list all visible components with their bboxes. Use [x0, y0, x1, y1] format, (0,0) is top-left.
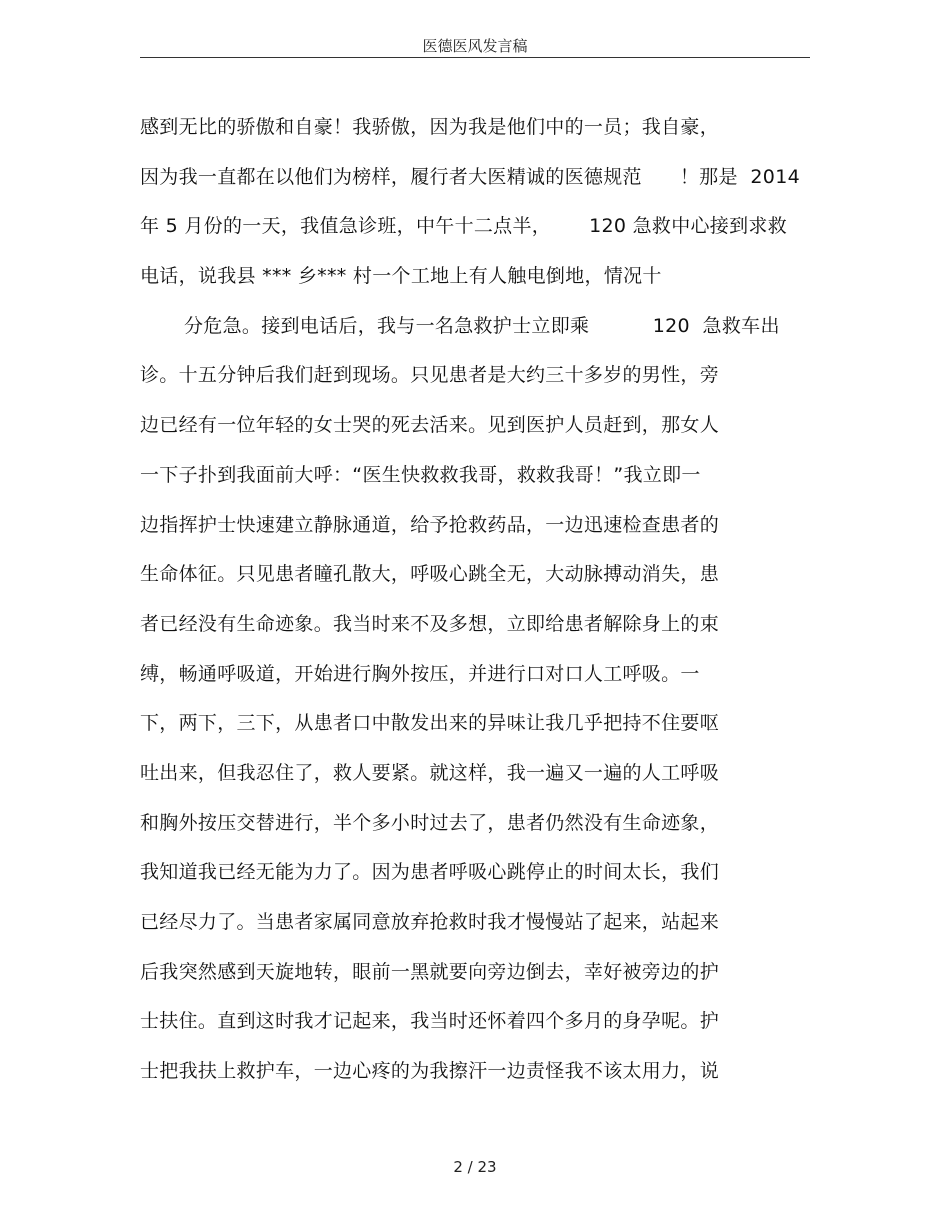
header-rule: [140, 57, 810, 58]
document-header-title: 医德医风发言稿: [422, 37, 528, 55]
text-line: 吐出来，但我忍住了，救人要紧。就这样，我一遍又一遍的人工呼吸: [140, 761, 720, 784]
text-line: 感到无比的骄傲和自豪！我骄傲，因为我是他们中的一员；我自豪，: [140, 116, 720, 138]
text-line: 一下子扑到我面前大呼：“医生快救救我哥，救救我哥！”我立即一: [140, 463, 701, 486]
text-line: 年 5 月份的一天，我值急诊班，中午十二点半， 120 急救中心接到求救: [140, 215, 788, 238]
page-number: 2 / 23: [453, 1158, 497, 1176]
text-line: 生命体征。只见患者瞳孔散大，呼吸心跳全无，大动脉搏动消失，患: [140, 563, 720, 586]
text-line: 电话，说我县 *** 乡*** 村一个工地上有人触电倒地，情况十: [140, 265, 662, 288]
text-line: 下，两下，三下，从患者口中散发出来的异味让我几乎把持不住要呕: [140, 712, 720, 735]
text-line: 边已经有一位年轻的女士哭的死去活来。见到医护人员赶到，那女人: [140, 414, 720, 437]
text-line: 边指挥护士快速建立静脉通道，给予抢救药品，一边迅速检查患者的: [140, 513, 720, 536]
text-line: 因为我一直都在以他们为榜样，履行者大医精诚的医德规范 ！那是 2014: [140, 165, 800, 188]
text-line: 士扶住。直到这时我才记起来，我当时还怀着四个多月的身孕呢。护: [140, 1010, 720, 1033]
text-line: 和胸外按压交替进行，半个多小时过去了，患者仍然没有生命迹象，: [140, 811, 720, 834]
text-line: 士把我扶上救护车，一边心疼的为我擦汗一边责怪我不该太用力，说: [140, 1060, 720, 1083]
text-line: 缚，畅通呼吸道，开始进行胸外按压，并进行口对口人工呼吸。一: [140, 662, 700, 685]
text-line: 者已经没有生命迹象。我当时来不及多想，立即给患者解除身上的束: [140, 612, 720, 635]
text-line: 已经尽力了。当患者家属同意放弃抢救时我才慢慢站了起来，站起来: [140, 911, 720, 933]
text-line: 诊。十五分钟后我们赶到现场。只见患者是大约三十多岁的男性，旁: [140, 364, 720, 387]
text-line: 后我突然感到天旋地转，眼前一黑就要向旁边倒去，幸好被旁边的护: [140, 960, 720, 983]
document-body: [140, 110, 840, 1104]
text-line: 分危急。接到电话后，我与一名急救护士立即乘 120 急救车出: [184, 314, 780, 337]
text-line: 我知道我已经无能为力了。因为患者呼吸心跳停止的时间太长，我们: [140, 861, 720, 884]
